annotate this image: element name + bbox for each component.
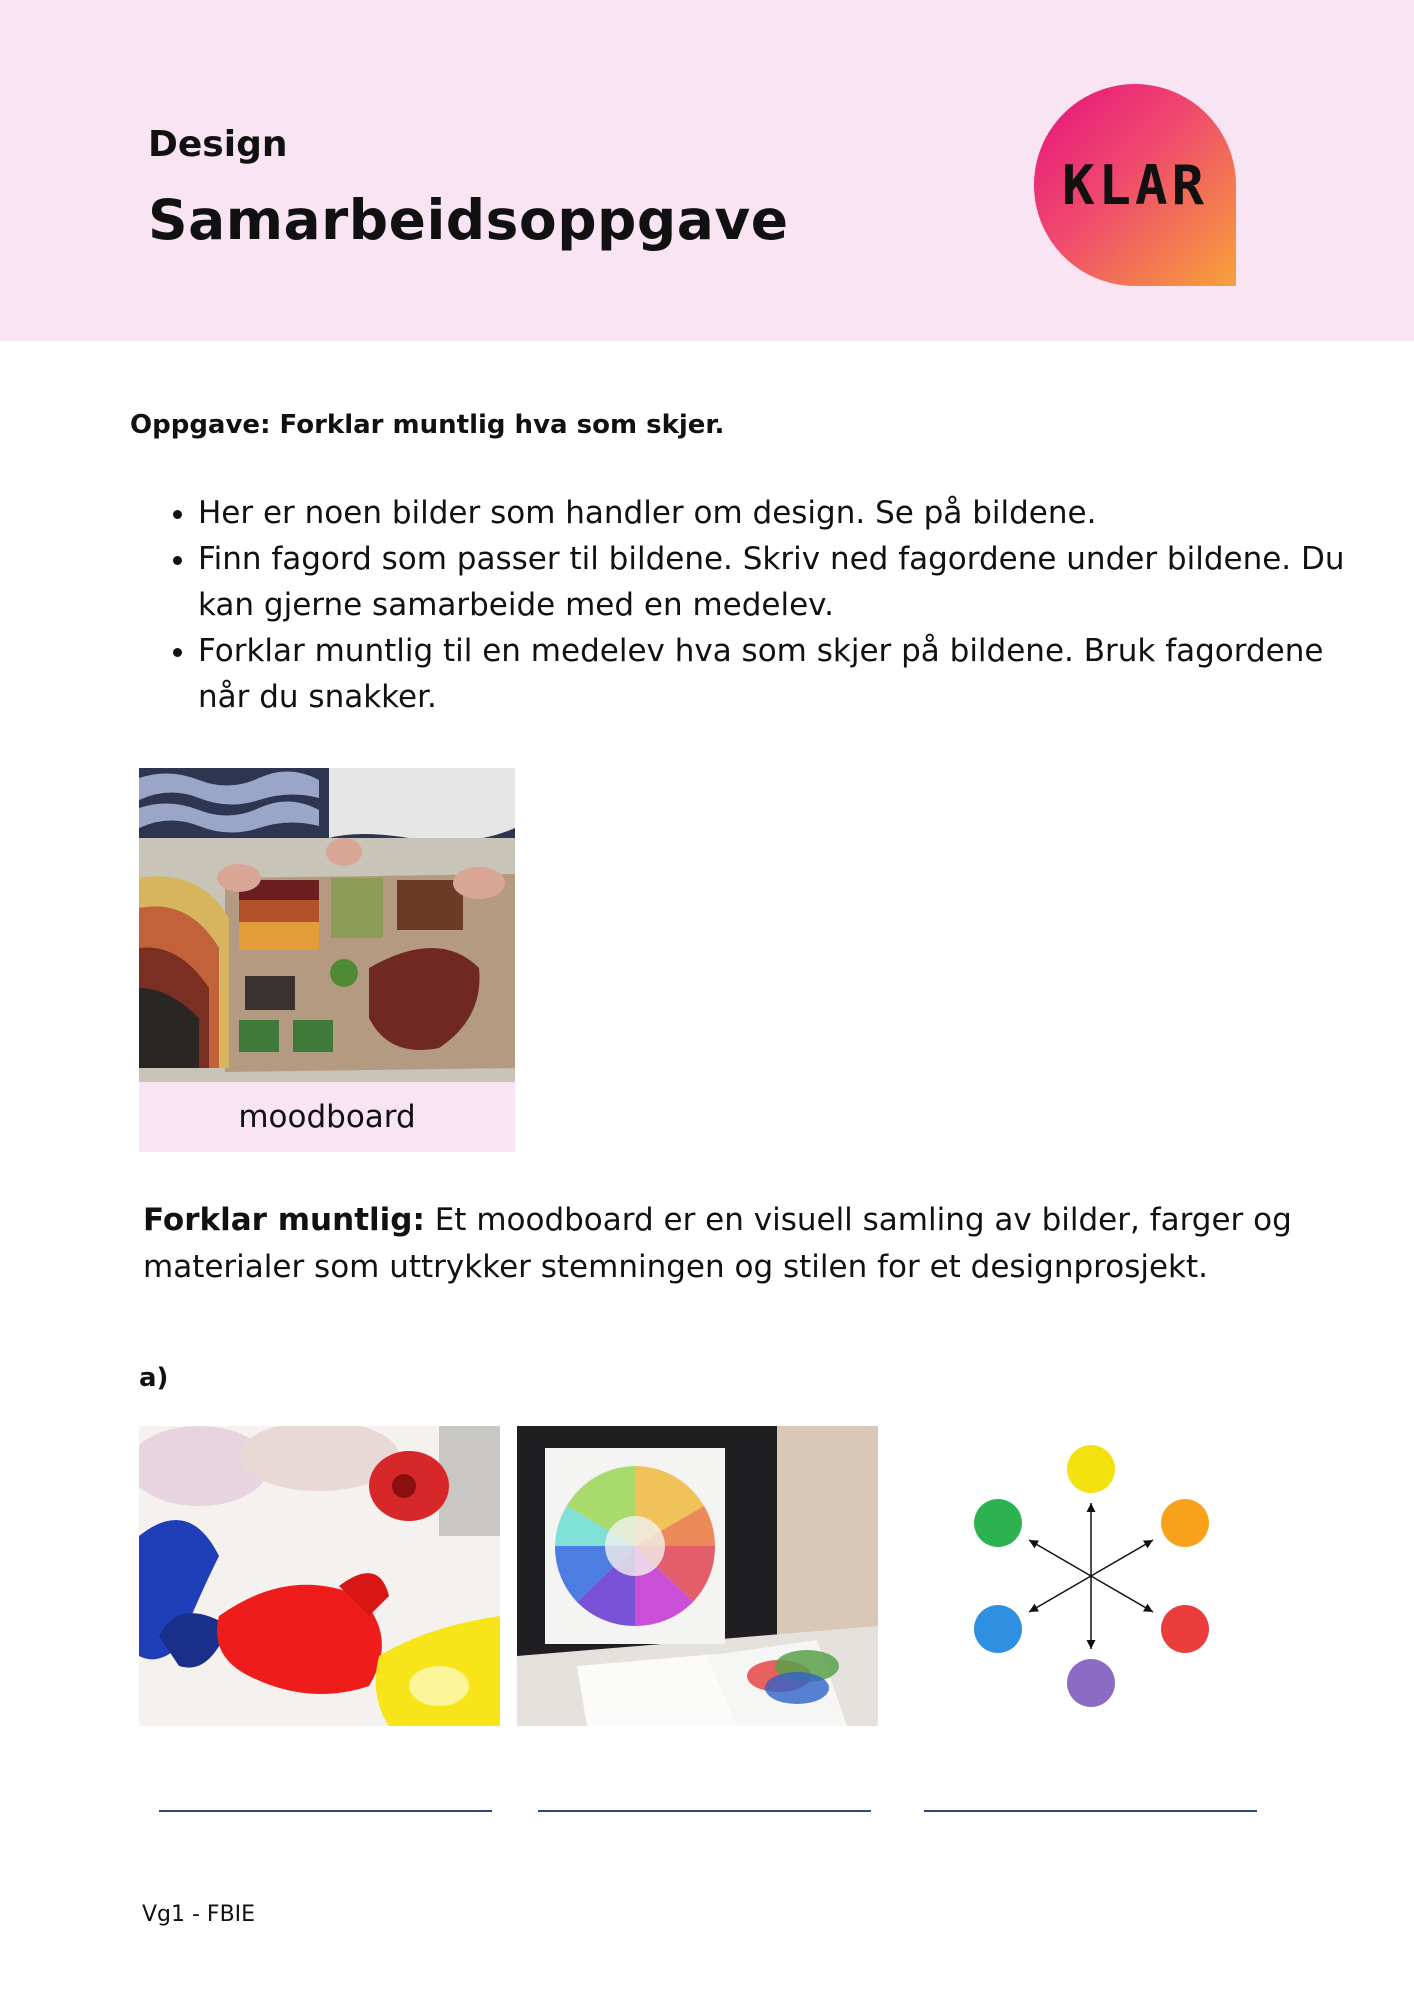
- paint-blobs-image: [139, 1426, 500, 1726]
- blue-dot: [974, 1605, 1022, 1653]
- answer-line[interactable]: [159, 1810, 492, 1812]
- page-title: Samarbeidsoppgave: [148, 188, 789, 252]
- explanation-label: Forklar muntlig:: [143, 1202, 425, 1238]
- section-a-label: a): [139, 1363, 169, 1393]
- moodboard-caption: moodboard: [139, 1082, 515, 1152]
- logo-text: KLAR: [1061, 153, 1209, 217]
- header: [0, 0, 1414, 341]
- color-wheel-image: [517, 1426, 878, 1726]
- yellow-dot: [1067, 1445, 1115, 1493]
- orange-dot: [1161, 1499, 1209, 1547]
- purple-dot: [1067, 1659, 1115, 1707]
- instruction-list: [156, 490, 1368, 720]
- answer-line[interactable]: [538, 1810, 871, 1812]
- explanation-text: Et moodboard er en visuell samling av bilder, farger og materialer som uttrykker stemningen og stilen for et designprosjekt.: [143, 1202, 1292, 1285]
- red-dot: [1161, 1605, 1209, 1653]
- footer: Vg1 - FBIE: [142, 1902, 256, 1927]
- task-heading: Oppgave: Forklar muntlig hva som skjer.: [130, 410, 725, 440]
- list-item: • Forklar muntlig til en medelev hva som skjer på bildene. Bruk fagordene når du snakker.: [198, 628, 1368, 720]
- explanation: [143, 1197, 1303, 1291]
- answer-line[interactable]: [924, 1810, 1257, 1812]
- moodboard-example: [139, 768, 515, 1152]
- green-dot: [974, 1499, 1022, 1547]
- subject-label: Design: [148, 124, 288, 165]
- list-item: • Finn fagord som passer til bildene. Skriv ned fagordene under bildene. Du kan gjerne samarbeide med en medelev.: [198, 536, 1368, 628]
- klar-logo: [1034, 84, 1236, 286]
- moodboard-photo: [139, 768, 515, 1082]
- list-item: • Her er noen bilder som handler om design. Se på bildene.: [198, 490, 1368, 536]
- color-circle-diagram: [920, 1426, 1260, 1726]
